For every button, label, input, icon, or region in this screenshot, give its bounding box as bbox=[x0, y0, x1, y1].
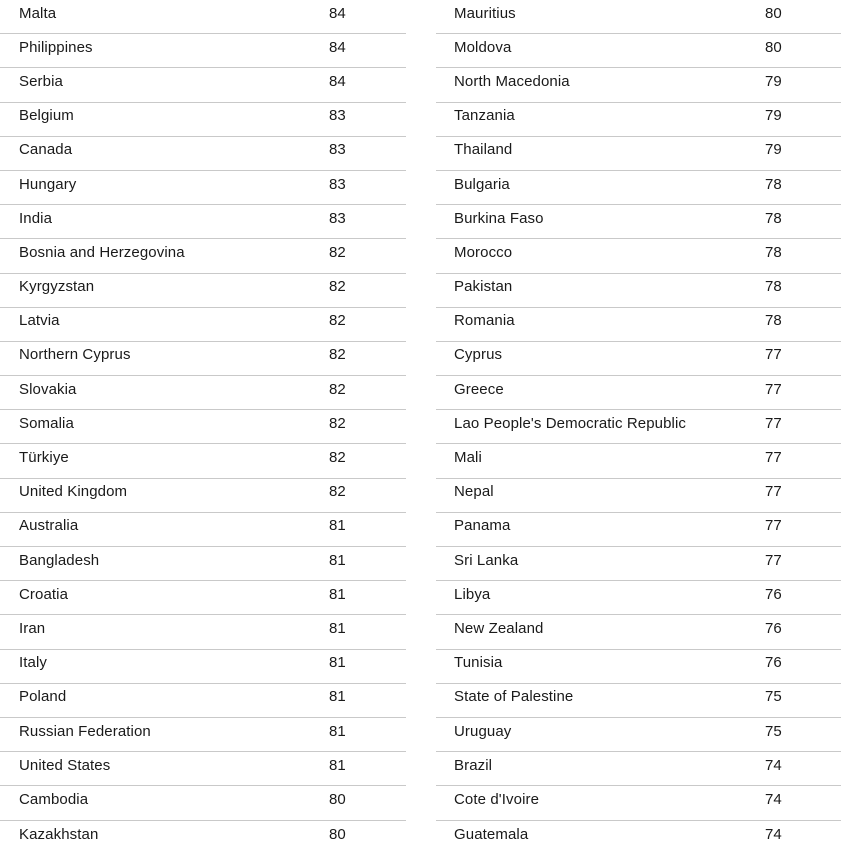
country-score: 83 bbox=[329, 175, 346, 193]
country-score: 77 bbox=[765, 448, 782, 466]
table-row bbox=[0, 718, 406, 752]
country-score: 83 bbox=[329, 141, 346, 159]
country-name: Bangladesh bbox=[19, 551, 100, 569]
country-score: 82 bbox=[329, 243, 346, 261]
table-row bbox=[436, 274, 841, 308]
country-name: Poland bbox=[19, 688, 67, 706]
country-score: 78 bbox=[765, 312, 782, 330]
country-name: Bulgaria bbox=[454, 175, 510, 193]
country-name: Mauritius bbox=[454, 4, 516, 22]
table-row bbox=[0, 786, 406, 820]
country-score: 82 bbox=[329, 380, 346, 398]
table-row bbox=[0, 68, 406, 102]
table-row bbox=[436, 684, 841, 718]
country-score: 75 bbox=[765, 722, 782, 740]
country-name: Canada bbox=[19, 141, 73, 159]
table-row bbox=[0, 34, 406, 68]
country-name: New Zealand bbox=[454, 619, 544, 637]
country-name: India bbox=[19, 209, 53, 227]
table-row bbox=[0, 0, 406, 34]
table-row bbox=[0, 171, 406, 205]
table-row bbox=[436, 342, 841, 376]
table-row bbox=[436, 137, 841, 171]
country-name: Northern Cyprus bbox=[19, 346, 131, 364]
table-row bbox=[436, 479, 841, 513]
table-row bbox=[0, 342, 406, 376]
country-name: Brazil bbox=[454, 756, 493, 774]
country-name: North Macedonia bbox=[454, 72, 570, 90]
country-score: 81 bbox=[329, 619, 346, 637]
table-row bbox=[0, 205, 406, 239]
country-score: 77 bbox=[765, 346, 782, 364]
table-row bbox=[0, 821, 406, 855]
table-row bbox=[0, 410, 406, 444]
country-name: Bosnia and Herzegovina bbox=[19, 243, 185, 261]
country-score: 80 bbox=[765, 4, 782, 22]
country-name: Sri Lanka bbox=[454, 551, 519, 569]
country-score: 78 bbox=[765, 209, 782, 227]
country-score: 79 bbox=[765, 72, 782, 90]
country-score: 84 bbox=[329, 72, 346, 90]
country-name: Lao People's Democratic Republic bbox=[454, 414, 687, 432]
country-score: 77 bbox=[765, 380, 782, 398]
country-score: 82 bbox=[329, 448, 346, 466]
country-score: 78 bbox=[765, 277, 782, 295]
country-name: Morocco bbox=[454, 243, 513, 261]
country-name: Belgium bbox=[19, 106, 74, 124]
table-row bbox=[0, 103, 406, 137]
table-row bbox=[436, 650, 841, 684]
country-score: 80 bbox=[329, 790, 346, 808]
table-row bbox=[436, 171, 841, 205]
country-name: Philippines bbox=[19, 38, 93, 56]
country-score: 78 bbox=[765, 175, 782, 193]
table-row bbox=[0, 274, 406, 308]
table-row bbox=[0, 239, 406, 273]
country-name: United Kingdom bbox=[19, 482, 128, 500]
country-name: Hungary bbox=[19, 175, 77, 193]
table-row bbox=[436, 376, 841, 410]
table-row bbox=[436, 752, 841, 786]
country-name: Italy bbox=[19, 653, 48, 671]
country-name: Panama bbox=[454, 517, 511, 535]
country-name: Slovakia bbox=[19, 380, 77, 398]
table-row bbox=[436, 444, 841, 478]
country-name: Burkina Faso bbox=[454, 209, 544, 227]
country-score: 84 bbox=[329, 4, 346, 22]
country-name: Croatia bbox=[19, 585, 69, 603]
table-row bbox=[436, 0, 841, 34]
country-score: 77 bbox=[765, 482, 782, 500]
table-row bbox=[0, 752, 406, 786]
country-name: Greece bbox=[454, 380, 504, 398]
table-row bbox=[436, 821, 841, 855]
country-score: 77 bbox=[765, 551, 782, 569]
country-score: 78 bbox=[765, 243, 782, 261]
country-score: 74 bbox=[765, 756, 782, 774]
country-score: 80 bbox=[329, 825, 346, 843]
country-name: Cambodia bbox=[19, 790, 89, 808]
country-score: 77 bbox=[765, 414, 782, 432]
country-score: 75 bbox=[765, 688, 782, 706]
country-score: 74 bbox=[765, 790, 782, 808]
country-name: Tunisia bbox=[454, 653, 503, 671]
country-name: Kyrgyzstan bbox=[19, 277, 95, 295]
country-name: Kazakhstan bbox=[19, 825, 99, 843]
country-name: Mali bbox=[454, 448, 482, 466]
country-score: 83 bbox=[329, 209, 346, 227]
country-name: Australia bbox=[19, 517, 79, 535]
country-score: 81 bbox=[329, 585, 346, 603]
table-row bbox=[436, 615, 841, 649]
table-row bbox=[0, 137, 406, 171]
country-name: Moldova bbox=[454, 38, 512, 56]
table-row bbox=[0, 444, 406, 478]
country-score: 82 bbox=[329, 346, 346, 364]
country-score: 81 bbox=[329, 551, 346, 569]
table-row bbox=[0, 376, 406, 410]
table-row bbox=[0, 684, 406, 718]
table-row bbox=[436, 581, 841, 615]
country-score: 74 bbox=[765, 825, 782, 843]
table-row bbox=[436, 308, 841, 342]
country-score: 76 bbox=[765, 585, 782, 603]
country-score: 82 bbox=[329, 277, 346, 295]
country-score: 81 bbox=[329, 688, 346, 706]
country-score: 76 bbox=[765, 619, 782, 637]
country-name: Libya bbox=[454, 585, 491, 603]
table-row bbox=[436, 410, 841, 444]
country-name: Tanzania bbox=[454, 106, 515, 124]
table-row bbox=[0, 547, 406, 581]
country-name: Iran bbox=[19, 619, 46, 637]
country-score: 84 bbox=[329, 38, 346, 56]
table-row bbox=[436, 68, 841, 102]
table-row bbox=[0, 308, 406, 342]
country-score: 82 bbox=[329, 312, 346, 330]
right-country-table bbox=[436, 0, 841, 855]
table-row bbox=[436, 103, 841, 137]
country-score: 82 bbox=[329, 482, 346, 500]
table-row bbox=[436, 513, 841, 547]
table-row bbox=[436, 34, 841, 68]
table-row bbox=[0, 513, 406, 547]
left-country-table bbox=[0, 0, 406, 855]
country-name: Somalia bbox=[19, 414, 74, 432]
country-name: Cyprus bbox=[454, 346, 503, 364]
country-name: Thailand bbox=[454, 141, 513, 159]
table-row bbox=[0, 615, 406, 649]
table-row bbox=[436, 718, 841, 752]
country-name: Russian Federation bbox=[19, 722, 151, 740]
country-score: 77 bbox=[765, 517, 782, 535]
country-score: 81 bbox=[329, 517, 346, 535]
country-score: 79 bbox=[765, 106, 782, 124]
table-row bbox=[0, 650, 406, 684]
country-name: Uruguay bbox=[454, 722, 512, 740]
country-name: State of Palestine bbox=[454, 688, 574, 706]
country-name: Pakistan bbox=[454, 277, 513, 295]
table-row bbox=[436, 205, 841, 239]
country-name: Nepal bbox=[454, 482, 494, 500]
country-name: Türkiye bbox=[19, 448, 69, 466]
table-row bbox=[436, 239, 841, 273]
table-row bbox=[436, 547, 841, 581]
country-score: 80 bbox=[765, 38, 782, 56]
country-name: Guatemala bbox=[454, 825, 529, 843]
country-name: Malta bbox=[19, 4, 57, 22]
country-name: Serbia bbox=[19, 72, 63, 90]
table-row bbox=[436, 786, 841, 820]
country-name: Cote d'Ivoire bbox=[454, 790, 540, 808]
country-score: 83 bbox=[329, 106, 346, 124]
country-name: Latvia bbox=[19, 312, 60, 330]
country-score: 79 bbox=[765, 141, 782, 159]
country-score: 81 bbox=[329, 722, 346, 740]
country-score: 76 bbox=[765, 653, 782, 671]
country-score: 81 bbox=[329, 653, 346, 671]
country-score: 81 bbox=[329, 756, 346, 774]
country-name: Romania bbox=[454, 312, 515, 330]
table-row bbox=[0, 581, 406, 615]
table-row bbox=[0, 479, 406, 513]
country-name: United States bbox=[19, 756, 111, 774]
country-score: 82 bbox=[329, 414, 346, 432]
